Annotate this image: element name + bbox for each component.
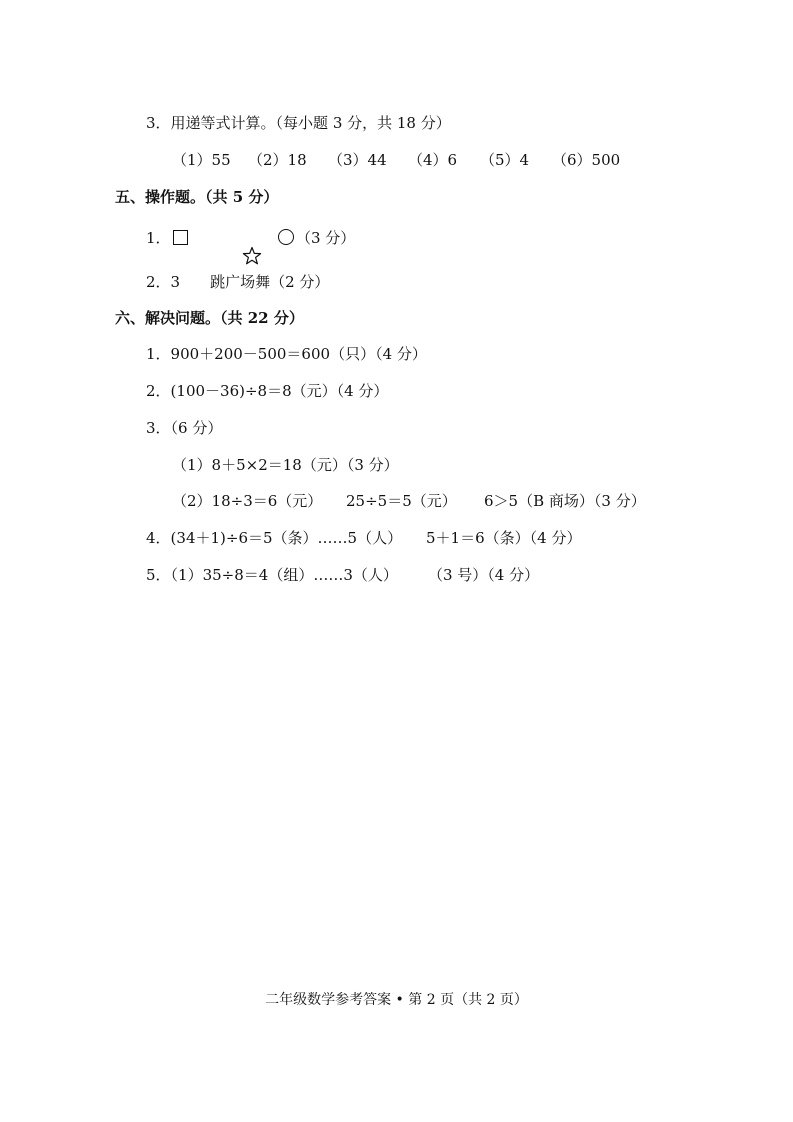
sec5-q2: 2．3 跳广场舞（2 分） bbox=[146, 273, 330, 291]
q4-part-b: 5＋1＝6（条）（4 分） bbox=[426, 529, 582, 547]
q5-part-a: 5．（1）35÷8＝4（组）……3（人） bbox=[146, 566, 398, 584]
sec6-q4 bbox=[146, 528, 616, 548]
sec6-q3-part1: （1）8＋5×2＝18（元）（3 分） bbox=[172, 456, 399, 474]
answer-3: （3）44 bbox=[328, 151, 387, 169]
square-icon bbox=[173, 230, 188, 245]
q3-answer-row bbox=[172, 150, 632, 170]
sec6-q2: 2．(100－36)÷8＝8（元）（4 分） bbox=[146, 382, 389, 400]
sec6-q3: 3．（6 分） bbox=[146, 419, 223, 437]
q3-part2-b: 25÷5＝5（元） bbox=[346, 492, 457, 510]
page-footer: 二年级数学参考答案 • 第 2 页（共 2 页） bbox=[265, 992, 528, 1008]
answer-4: （4）6 bbox=[408, 151, 458, 169]
q3-part2-c: 6＞5（B 商场）（3 分） bbox=[484, 492, 646, 510]
q3-part2-a: （2）18÷3＝6（元） bbox=[172, 492, 323, 510]
section-5-title: 五、操作题。（共 5 分） bbox=[115, 188, 279, 206]
circle-icon bbox=[278, 229, 294, 245]
answer-2: （2）18 bbox=[248, 151, 307, 169]
q4-part-a: 4．(34＋1)÷6＝5（条）……5（人） bbox=[146, 529, 403, 547]
q3-title: 3．用递等式计算。（每小题 3 分，共 18 分） bbox=[146, 114, 451, 132]
sec6-q3-part2 bbox=[172, 491, 672, 511]
answer-5: （5）4 bbox=[480, 151, 530, 169]
sec6-q1: 1．900＋200－500＝600（只）（4 分） bbox=[146, 345, 427, 363]
answer-6: （6）500 bbox=[552, 151, 621, 169]
section-6-title: 六、解决问题。（共 22 分） bbox=[115, 309, 304, 327]
sec6-q5 bbox=[146, 565, 566, 585]
sec5-q1-number: 1． bbox=[146, 229, 171, 247]
sec5-q1 bbox=[146, 228, 406, 250]
answer-1: （1）55 bbox=[172, 151, 231, 169]
q5-part-b: （3 号）（4 分） bbox=[428, 566, 540, 584]
sec5-q1-score: （3 分） bbox=[296, 229, 356, 247]
